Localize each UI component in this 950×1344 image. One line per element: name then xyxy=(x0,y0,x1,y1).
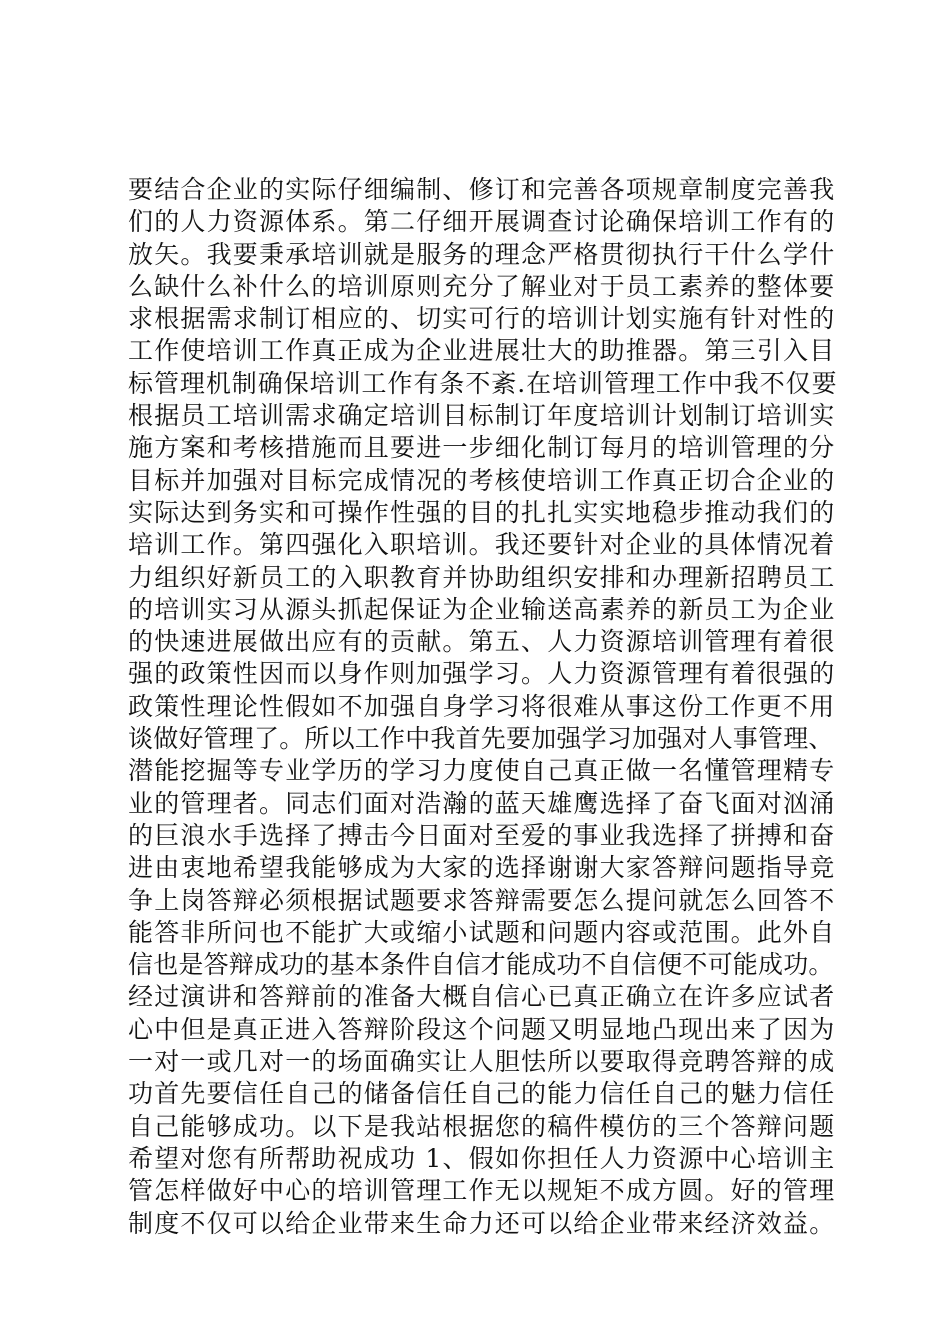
text-line: 政策性理论性假如不加强自身学习将很难从事这份工作更不用 xyxy=(128,691,836,721)
text-line: 业的管理者。同志们面对浩瀚的蓝天雄鹰选择了奋飞面对汹涌 xyxy=(128,788,836,818)
text-line: 经过演讲和答辩前的准备大概自信心已真正确立在许多应试者 xyxy=(128,982,836,1012)
text-line: 信也是答辩成功的基本条件自信才能成功不自信便不可能成功。 xyxy=(128,950,834,980)
text-line: 自己能够成功。以下是我站根据您的稿件模仿的三个答辩问题 xyxy=(128,1111,836,1141)
text-line: 的培训实习从源头抓起保证为企业输送高素养的新员工为企业 xyxy=(128,594,836,624)
text-line: 培训工作。第四强化入职培训。我还要针对企业的具体情况着 xyxy=(128,530,836,560)
body-text xyxy=(128,174,840,1240)
text-line: 制度不仅可以给企业带来生命力还可以给企业带来经济效益。 xyxy=(128,1208,836,1238)
text-line: 标管理机制确保培训工作有条不紊.在培训管理工作中我不仅要 xyxy=(128,368,838,398)
text-line: 能答非所问也不能扩大或缩小试题和问题内容或范围。此外自 xyxy=(128,917,836,947)
text-line: 根据员工培训需求确定培训目标制订年度培训计划制订培训实 xyxy=(128,401,836,431)
text-line: 力组织好新员工的入职教育并协助组织安排和办理新招聘员工 xyxy=(128,562,836,592)
text-line: 潜能挖掘等专业学历的学习力度使自己真正做一名懂管理精专 xyxy=(128,756,836,786)
text-line: 要结合企业的实际仔细编制、修订和完善各项规章制度完善我 xyxy=(128,175,836,204)
text-line: 目标并加强对目标完成情况的考核使培训工作真正切合企业的 xyxy=(128,465,836,495)
text-line: 希望对您有所帮助祝成功 1、假如你担任人力资源中心培训主 xyxy=(128,1143,836,1173)
text-line: 进由衷地希望我能够成为大家的选择谢谢大家答辩问题指导竞 xyxy=(128,853,836,883)
text-line: 求根据需求制订相应的、切实可行的培训计划实施有针对性的 xyxy=(128,304,836,334)
text-line: 的快速进展做出应有的贡献。第五、人力资源培训管理有着很 xyxy=(128,627,836,657)
text-line: 么缺什么补什么的培训原则充分了解业对于员工素养的整体要 xyxy=(128,271,836,301)
text-line: 施方案和考核措施而且要进一步细化制订每月的培训管理的分 xyxy=(128,433,836,463)
text-line: 心中但是真正进入答辩阶段这个问题又明显地凸现出来了因为 xyxy=(128,1014,836,1044)
text-line: 谈做好管理了。所以工作中我首先要加强学习加强对人事管理、 xyxy=(128,724,834,754)
text-line: 的巨浪水手选择了搏击今日面对至爱的事业我选择了拼搏和奋 xyxy=(128,820,836,850)
text-line: 管怎样做好中心的培训管理工作无以规矩不成方圆。好的管理 xyxy=(128,1176,836,1206)
text-line: 一对一或几对一的场面确实让人胆怯所以要取得竞聘答辩的成 xyxy=(128,1047,836,1077)
text-line: 们的人力资源体系。第二仔细开展调查讨论确保培训工作有的 xyxy=(128,207,836,237)
text-line: 功首先要信任自己的储备信任自己的能力信任自己的魅力信任 xyxy=(128,1079,836,1109)
text-line: 争上岗答辩必须根据试题要求答辩需要怎么提问就怎么回答不 xyxy=(128,885,836,915)
text-line: 放矢。我要秉承培训就是服务的理念严格贯彻执行干什么学什 xyxy=(128,239,836,269)
text-line: 实际达到务实和可操作性强的目的扎扎实实地稳步推动我们的 xyxy=(128,497,836,527)
text-line: 强的政策性因而以身作则加强学习。人力资源管理有着很强的 xyxy=(128,659,836,689)
text-line: 工作使培训工作真正成为企业进展壮大的助推器。第三引入目 xyxy=(128,336,836,366)
